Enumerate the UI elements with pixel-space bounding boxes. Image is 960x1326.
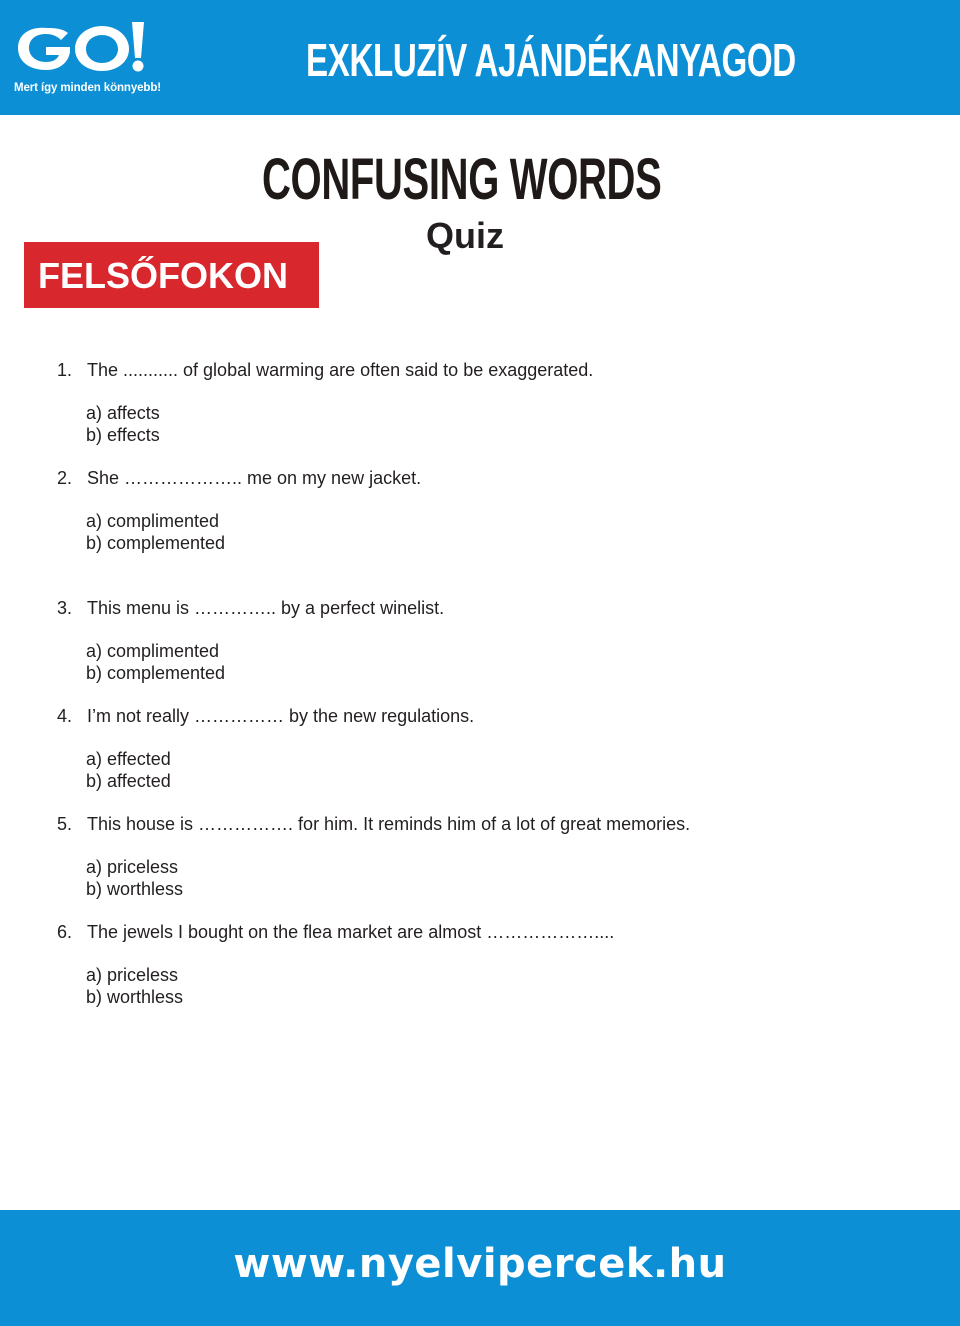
footer-url-link[interactable]: www.nyelvipercek.hu	[233, 1241, 727, 1287]
option-4b[interactable]: b) affected	[86, 771, 171, 791]
header-title: EXKLUZÍV AJÁNDÉKANYAGOD	[306, 34, 796, 86]
document-subtitle: Quiz	[426, 215, 504, 256]
logo-tagline: Mert így minden könnyebb!	[14, 82, 162, 94]
option-6b[interactable]: b) worthless	[86, 987, 184, 1007]
go-logo-mark	[14, 20, 146, 80]
question-1	[57, 359, 593, 381]
footer-banner	[0, 1210, 960, 1326]
question-2	[57, 467, 421, 489]
question-text: The ........... of global warming are often said to be exaggerated.	[87, 360, 594, 380]
question-text: She ……………….. me on my new jacket.	[87, 468, 422, 488]
header-banner	[0, 0, 960, 115]
option-2b[interactable]: b) complemented	[86, 533, 226, 553]
question-text: This menu is ………….. by a perfect winelist.	[87, 598, 445, 618]
option-5b[interactable]: b) worthless	[86, 879, 184, 899]
option-1a[interactable]: a) affects	[86, 403, 160, 423]
question-number: 1.	[57, 360, 73, 380]
option-4a[interactable]: a) effected	[86, 749, 171, 769]
option-5a[interactable]: a) priceless	[86, 857, 179, 877]
level-badge	[24, 242, 319, 308]
option-6a[interactable]: a) priceless	[86, 965, 179, 985]
level-badge-label: FELSŐFOKON	[38, 255, 288, 296]
question-text: I’m not really …………… by the new regulations.	[87, 706, 475, 726]
question-text: This house is ……………. for him. It reminds him of a lot of great memories.	[87, 814, 691, 834]
question-text: The jewels I bought on the flea market are almost ………………....	[87, 922, 615, 942]
option-3a[interactable]: a) complimented	[86, 641, 220, 661]
go-logo	[14, 20, 162, 100]
question-number: 5.	[57, 814, 73, 834]
question-6	[57, 921, 614, 943]
option-1b[interactable]: b) effects	[86, 425, 160, 445]
option-3b[interactable]: b) complemented	[86, 663, 226, 683]
option-2a[interactable]: a) complimented	[86, 511, 220, 531]
question-number: 2.	[57, 468, 73, 488]
question-number: 6.	[57, 922, 73, 942]
question-3	[57, 597, 444, 619]
document-title: CONFUSING WORDS	[262, 147, 662, 212]
question-number: 3.	[57, 598, 73, 618]
question-5	[57, 813, 690, 835]
question-4	[57, 705, 474, 727]
question-number: 4.	[57, 706, 73, 726]
